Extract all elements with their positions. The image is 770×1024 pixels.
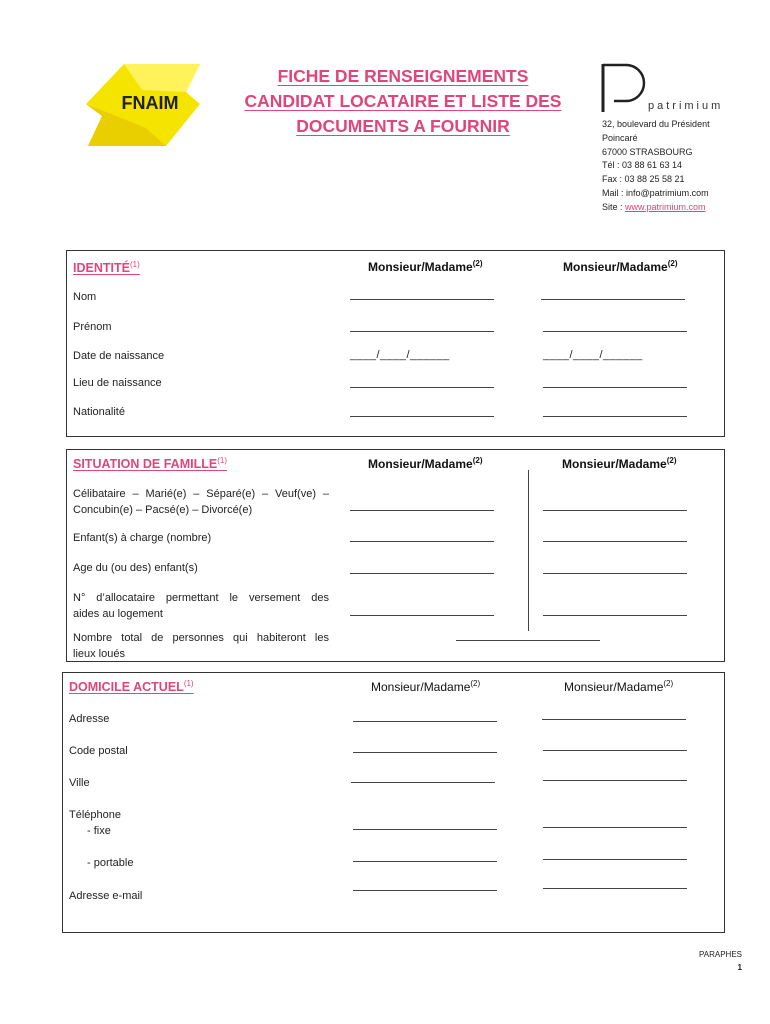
label-allocataire: N° d’allocataire permettant le versement des aides au logement [73, 592, 329, 620]
famille-col-head-2: Monsieur/Madame$^{(2)}$ [562, 456, 677, 471]
portable-field-2[interactable] [543, 859, 687, 860]
section-identite [66, 250, 725, 437]
title-line-1: FICHE DE RENSEIGNEMENTS [277, 66, 529, 86]
address-city: 67000 STRASBOURG [602, 146, 693, 157]
label-enfants-charge: Enfant(s) à charge (nombre) [73, 532, 212, 544]
identite-title: IDENTITÉ$^{(1)}$ [73, 260, 140, 276]
label-prenom: Prénom [73, 321, 112, 333]
code-postal-field-2[interactable] [543, 750, 687, 751]
patrimium-logo-text: patrimium [648, 100, 724, 112]
allocataire-field-1[interactable] [350, 615, 494, 616]
address-site: Site : www.patrimium.com [602, 201, 706, 212]
enfants-charge-field-1[interactable] [350, 541, 494, 542]
date-naissance-field-2[interactable]: ____/____/______ [543, 349, 643, 361]
nom-field-1[interactable] [350, 299, 494, 300]
situation-field-1[interactable] [350, 510, 494, 511]
nationalite-field-2[interactable] [543, 416, 687, 417]
email-field-2[interactable] [543, 888, 687, 889]
lieu-naissance-field-1[interactable] [350, 387, 494, 388]
situation-field-2[interactable] [543, 510, 687, 511]
title-line-2: CANDIDAT LOCATAIRE ET LISTE DES [244, 91, 562, 111]
nombre-personnes-field[interactable] [456, 640, 600, 641]
fixe-field-2[interactable] [543, 827, 687, 828]
website-link[interactable]: www.patrimium.com [625, 201, 706, 212]
patrimium-logo [600, 62, 730, 114]
label-email: Adresse e-mail [69, 890, 143, 902]
ville-field-1[interactable] [351, 782, 495, 783]
prenom-field-2[interactable] [543, 331, 687, 332]
domicile-title: DOMICILE ACTUEL$^{(1)}$ [69, 679, 194, 695]
age-enfants-field-1[interactable] [350, 573, 494, 574]
adresse-field-1[interactable] [353, 721, 497, 722]
label-portable: - portable [87, 857, 134, 869]
label-fixe: - fixe [87, 825, 111, 837]
lieu-naissance-field-2[interactable] [543, 387, 687, 388]
identite-col-head-1: Monsieur/Madame$^{(2)}$ [368, 259, 483, 274]
identite-col-head-2: Monsieur/Madame$^{(2)}$ [563, 259, 678, 274]
age-enfants-field-2[interactable] [543, 573, 687, 574]
label-lieu-naissance: Lieu de naissance [73, 377, 162, 389]
label-telephone: Téléphone [69, 809, 121, 821]
label-code-postal: Code postal [69, 745, 128, 757]
agency-address [602, 118, 710, 215]
famille-column-divider [528, 470, 529, 631]
nationalite-field-1[interactable] [350, 416, 494, 417]
address-street-2: Poincaré [602, 132, 638, 143]
label-ville: Ville [69, 777, 90, 789]
domicile-col-head-2: Monsieur/Madame$^{(2)}$ [564, 679, 674, 694]
date-naissance-field-1[interactable]: ____/____/______ [350, 349, 450, 361]
page-number: 1 [737, 963, 742, 972]
label-nombre-personnes: Nombre total de personnes qui habiteront les lieux loués [73, 632, 329, 660]
famille-title: SITUATION DE FAMILLE$^{(1)}$ [73, 456, 227, 472]
code-postal-field-1[interactable] [353, 752, 497, 753]
ville-field-2[interactable] [543, 780, 687, 781]
label-nationalite: Nationalité [73, 406, 125, 418]
label-nom: Nom [73, 291, 97, 303]
section-domicile [62, 672, 725, 933]
page-title [228, 64, 578, 139]
address-fax: Fax : 03 88 25 58 21 [602, 174, 685, 185]
label-age-enfants: Age du (ou des) enfant(s) [73, 562, 198, 574]
address-street: 32, boulevard du Président [602, 119, 710, 129]
address-mail: Mail : info@patrimium.com [602, 187, 709, 198]
label-date-naissance: Date de naissance [73, 350, 165, 362]
fnaim-logo-text: FNAIM [121, 93, 179, 113]
title-line-3: DOCUMENTS A FOURNIR [296, 116, 510, 136]
fixe-field-1[interactable] [353, 829, 497, 830]
footer-paraphes: PARAPHES [699, 950, 742, 959]
enfants-charge-field-2[interactable] [543, 541, 687, 542]
portable-field-1[interactable] [353, 861, 497, 862]
adresse-field-2[interactable] [542, 719, 686, 720]
label-situation: Célibataire – Marié(e) – Séparé(e) – Veuf(ve) – Concubin(e) – Pacsé(e) – Divorcé(e) [73, 488, 329, 516]
label-adresse: Adresse [69, 713, 110, 725]
address-tel: Tél : 03 88 61 63 14 [602, 160, 683, 171]
famille-col-head-1: Monsieur/Madame$^{(2)}$ [368, 456, 483, 471]
prenom-field-1[interactable] [350, 331, 494, 332]
allocataire-field-2[interactable] [543, 615, 687, 616]
fnaim-logo [82, 64, 210, 146]
email-field-1[interactable] [353, 890, 497, 891]
nom-field-2[interactable] [541, 299, 685, 300]
domicile-col-head-1: Monsieur/Madame$^{(2)}$ [371, 679, 481, 694]
